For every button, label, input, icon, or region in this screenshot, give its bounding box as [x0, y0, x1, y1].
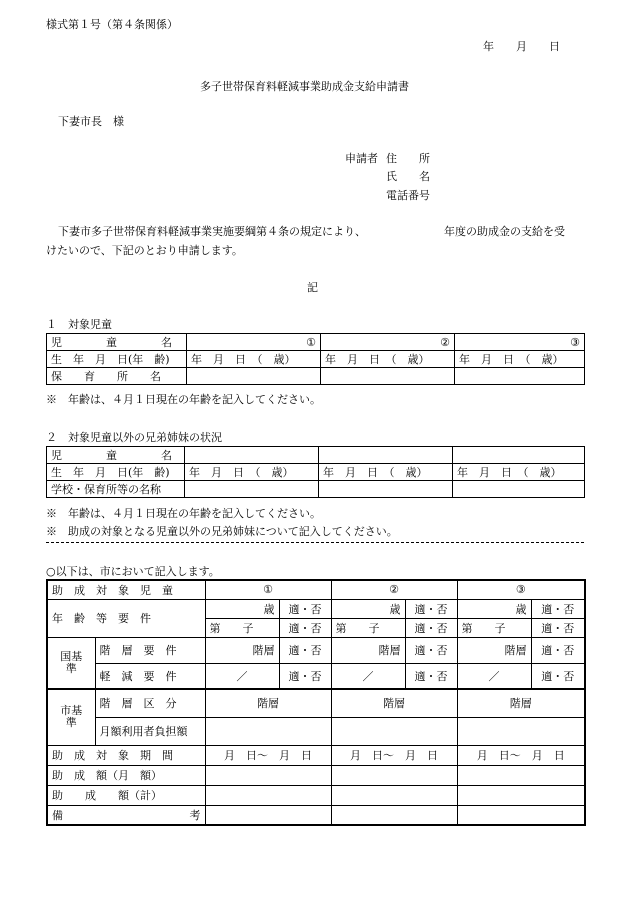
section1-note: ※ 年齢は、４月１日現在の年齢を記入してください。 — [46, 393, 321, 406]
col-mark-3: ③ — [455, 334, 585, 351]
kaiso-cell[interactable]: 階層 — [205, 689, 331, 717]
dai-ko-cell[interactable]: 第 子 — [457, 618, 531, 637]
section2-note1: ※ 年齢は、４月１日現在の年齢を記入してください。 — [46, 507, 321, 520]
slash-cell[interactable]: ／ — [457, 663, 531, 689]
label-amount-total: 助 成 額（計） — [47, 785, 205, 805]
table-row — [47, 464, 585, 481]
birth-cell[interactable]: 年 月 日 （ 歳） — [455, 351, 585, 368]
intro-line2: けたいので、下記のとおり申請します。 — [46, 244, 243, 257]
input-cell[interactable] — [457, 717, 585, 745]
tekihi-cell[interactable]: 適・否 — [405, 599, 457, 618]
date-line: 年 月 日 — [483, 40, 560, 53]
table-row — [47, 351, 585, 368]
label-age: 年 齢 等 要 件 — [47, 599, 205, 637]
tekihi-cell[interactable]: 適・否 — [279, 637, 331, 663]
intro-line1-a: 下妻市多子世帯保育料軽減事業実施要綱第４条の規定により、 — [58, 225, 366, 238]
table-row — [47, 765, 585, 785]
col-mark-2: ② — [321, 334, 455, 351]
input-cell[interactable] — [319, 447, 453, 464]
section2-note2: ※ 助成の対象となる児童以外の兄弟姉妹について記入してください。 — [46, 525, 398, 538]
kaiso-cell[interactable]: 階層 — [331, 689, 457, 717]
dai-ko-cell[interactable]: 第 子 — [205, 618, 279, 637]
col-1: ① — [205, 580, 331, 599]
table-row — [47, 717, 585, 745]
table-row — [47, 805, 585, 825]
row-label-child-name: 児 童 名 — [47, 447, 185, 464]
input-cell[interactable] — [205, 805, 331, 825]
input-cell[interactable] — [187, 368, 321, 385]
form-number: 様式第１号（第４条関係） — [46, 18, 178, 31]
birth-cell[interactable]: 年 月 日 （ 歳） — [321, 351, 455, 368]
birth-cell[interactable]: 年 月 日 （ 歳） — [187, 351, 321, 368]
label-class-requirement: 階 層 要 件 — [95, 637, 205, 663]
table-row — [47, 481, 585, 498]
remarks-label-b: 考 — [189, 808, 201, 822]
birth-cell[interactable]: 年 月 日 （ 歳） — [319, 464, 453, 481]
table-row — [47, 368, 585, 385]
input-cell[interactable] — [331, 717, 457, 745]
phone-label: 電話番号 — [386, 189, 430, 202]
label-remarks — [47, 805, 205, 825]
tekihi-cell[interactable]: 適・否 — [279, 599, 331, 618]
dashed-divider — [46, 542, 584, 543]
period-cell[interactable]: 月 日〜 月 日 — [457, 745, 585, 765]
tekihi-cell[interactable]: 適・否 — [531, 663, 585, 689]
table-row — [47, 745, 585, 765]
row-label-child-name: 児 童 名 — [47, 334, 187, 351]
dai-ko-cell[interactable]: 第 子 — [331, 618, 405, 637]
table-row — [47, 785, 585, 805]
slash-cell[interactable]: ／ — [205, 663, 279, 689]
input-cell[interactable] — [185, 447, 319, 464]
label-amount-monthly: 助 成 額（月 額） — [47, 765, 205, 785]
kaiso-cell[interactable]: 階層 — [205, 637, 279, 663]
label-national-standard: 国基準 — [47, 637, 95, 689]
intro-line1-b: 年度の助成金の支給を受 — [444, 225, 565, 238]
input-cell[interactable] — [331, 805, 457, 825]
input-cell[interactable] — [205, 785, 331, 805]
input-cell[interactable] — [319, 481, 453, 498]
table-row — [47, 663, 585, 689]
label-reduction-requirement: 軽 減 要 件 — [95, 663, 205, 689]
table-row — [47, 447, 585, 464]
section3-heading: ○以下は、市において記入します。 — [46, 565, 220, 578]
kaiso-cell[interactable]: 階層 — [457, 637, 531, 663]
col-3: ③ — [457, 580, 585, 599]
label-period: 助 成 対 象 期 間 — [47, 745, 205, 765]
input-cell[interactable] — [185, 481, 319, 498]
section2-heading: ２ 対象児童以外の兄弟姉妹の状況 — [46, 431, 222, 444]
tekihi-cell[interactable]: 適・否 — [405, 663, 457, 689]
input-cell[interactable] — [453, 447, 585, 464]
input-cell[interactable] — [457, 785, 585, 805]
input-cell[interactable] — [331, 765, 457, 785]
label-monthly-burden: 月額利用者負担額 — [95, 717, 205, 745]
kaiso-cell[interactable]: 階層 — [457, 689, 585, 717]
tekihi-cell[interactable]: 適・否 — [279, 663, 331, 689]
tekihi-cell[interactable]: 適・否 — [279, 618, 331, 637]
input-cell[interactable] — [453, 481, 585, 498]
row-label-birthdate: 生 年 月 日(年 齢) — [47, 464, 185, 481]
address-label: 住 所 — [386, 152, 430, 165]
ki-heading: 記 — [307, 281, 318, 294]
sai-cell[interactable]: 歳 — [205, 599, 279, 618]
applicant-label: 申請者 — [345, 152, 378, 165]
birth-cell[interactable]: 年 月 日 （ 歳） — [453, 464, 585, 481]
input-cell[interactable] — [331, 785, 457, 805]
row-label-nursery: 保 育 所 名 — [47, 368, 187, 385]
sai-cell[interactable]: 歳 — [331, 599, 405, 618]
input-cell[interactable] — [205, 717, 331, 745]
col-mark-1: ① — [187, 334, 321, 351]
section1-heading: １ 対象児童 — [46, 318, 112, 331]
siblings-table — [46, 446, 585, 498]
label-target: 助 成 対 象 児 童 — [47, 580, 205, 599]
tekihi-cell[interactable]: 適・否 — [531, 599, 585, 618]
tekihi-cell[interactable]: 適・否 — [531, 637, 585, 663]
tekihi-cell[interactable]: 適・否 — [531, 618, 585, 637]
input-cell[interactable] — [457, 765, 585, 785]
period-cell[interactable]: 月 日〜 月 日 — [331, 745, 457, 765]
input-cell[interactable] — [321, 368, 455, 385]
kaiso-cell[interactable]: 階層 — [331, 637, 405, 663]
input-cell[interactable] — [457, 805, 585, 825]
birth-cell[interactable]: 年 月 日 （ 歳） — [185, 464, 319, 481]
target-children-table — [46, 333, 585, 385]
input-cell[interactable] — [205, 765, 331, 785]
table-row — [47, 637, 585, 663]
table-row — [47, 580, 585, 599]
addressee: 下妻市長 様 — [58, 115, 124, 128]
sai-cell[interactable]: 歳 — [457, 599, 531, 618]
input-cell[interactable] — [455, 368, 585, 385]
table-row — [47, 689, 585, 717]
document-title: 多子世帯保育料軽減事業助成金支給申請書 — [200, 80, 409, 93]
table-row — [47, 599, 585, 618]
city-use-table — [46, 579, 586, 826]
table-row — [47, 334, 585, 351]
label-class-division: 階 層 区 分 — [95, 689, 205, 717]
slash-cell[interactable]: ／ — [331, 663, 405, 689]
row-label-birthdate: 生 年 月 日(年 齢) — [47, 351, 187, 368]
row-label-school: 学校・保育所等の名称 — [47, 481, 185, 498]
period-cell[interactable]: 月 日〜 月 日 — [205, 745, 331, 765]
name-label: 氏 名 — [386, 170, 430, 183]
label-city-standard: 市基準 — [47, 689, 95, 745]
tekihi-cell[interactable]: 適・否 — [405, 637, 457, 663]
remarks-label-a: 備 — [52, 808, 63, 822]
col-2: ② — [331, 580, 457, 599]
tekihi-cell[interactable]: 適・否 — [405, 618, 457, 637]
